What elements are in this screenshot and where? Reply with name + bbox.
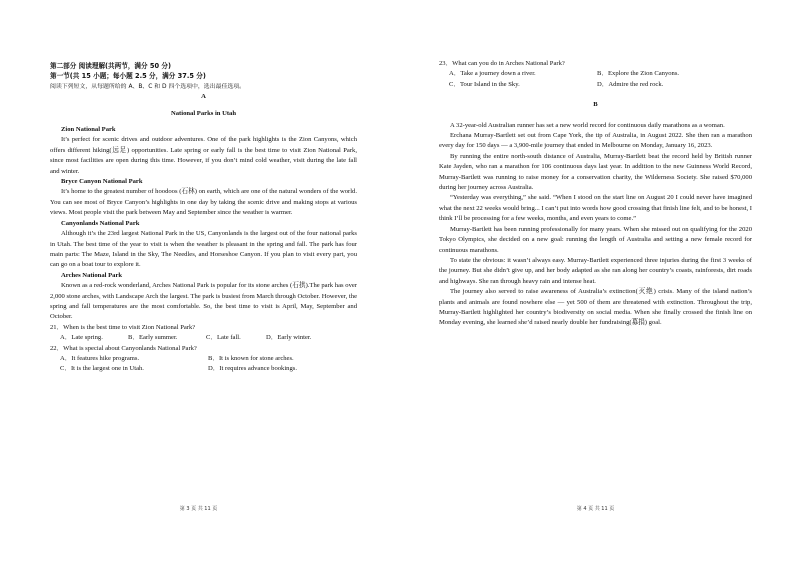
- park-text-canyonlands: Although it’s the 23rd largest National Park in the US, Canyonlands is the largest out of the four national parks in Utah. The best time of the year to visit is when the weather is pleasant in the spring and fall. The park has four main parts: The Maze, Island in the Sky, The Needles, and Horseshoe Canyon. If you plan to visit every part, you can go on a boat tour to explore it.: [50, 230, 357, 269]
- option-22-c[interactable]: C．It is the largest one in Utah.: [60, 365, 144, 373]
- option-21-a[interactable]: A．Late spring.: [60, 334, 103, 342]
- park-heading-canyonlands: Canyonlands National Park: [61, 219, 140, 227]
- passage-b-paragraph-5: Murray-Bartlett has been running professionally for many years. When she missed out on qualifying for the 2020 Tokyo Olympics, she decided on a new goal: running the length of Australia and setting a new female record for continuous marathons.: [439, 225, 752, 254]
- option-23-b[interactable]: B．Explore the Zion Canyons.: [597, 70, 680, 78]
- question-22-options: [60, 354, 357, 375]
- passage-b-paragraph-3: By running the entire north-south distance of Australia, Murray-Bartlett beat the record held by British runner Kate Jayden, who ran a marathon for 106 continuous days last year. In addition to the new Guinness World Record, Murray-Bartlett was running to raise money for a conservation charity, the Wilderness Society. She raised $70,000 during her journey across Australia.: [439, 152, 752, 192]
- passage-letter-a: A: [201, 93, 206, 101]
- part-title: 第二部分 阅读理解(共两节，满分 50 分): [50, 62, 171, 70]
- option-21-b[interactable]: B．Early summer.: [128, 334, 178, 342]
- question-23-options: [449, 69, 752, 90]
- option-23-c[interactable]: C．Tour Island in the Sky.: [449, 80, 520, 88]
- park-heading-arches: Arches National Park: [61, 271, 123, 279]
- passage-b-paragraph-7: The journey also served to raise awareness of Australia’s extinction(灭绝) crisis. Many of the island nation’s plants and animals are found nowhere else — yet 500 of them are threatened with extinction. Throughout the trip, Murray-Bartlett highlighted her country’s biodiversity on social media. When she finally crossed the finish line on Monday evening, she learned she’d raised nearly double her fundraising(募捐) goal.: [439, 288, 752, 327]
- question-23: 23．What can you do in Arches National Park?: [439, 60, 565, 67]
- passage-letter-b: B: [593, 101, 598, 109]
- park-text-zion: It’s perfect for scenic drives and outdoor adventures. One of the park highlights is the Zion Canyons, which offers different hiking(远足) opportunities. Late spring or early fall is the best time to visit Zion National Park, since most facilities are open during this time. However, if you don’t mind cold weather, visit during the late fall and winter.: [50, 136, 357, 175]
- page-footer-right: 第 4 页 共 11 页: [576, 506, 615, 512]
- option-22-a[interactable]: A．It features hike programs.: [60, 354, 140, 362]
- passage-b-paragraph-1: A 32-year-old Australian runner has set a new world record for continuous daily marathons as a woman.: [450, 121, 725, 129]
- passage-b-paragraph-6: To state the obvious: it wasn’t always easy. Murray-Bartlett experienced three injuries during the first 3 weeks of the journey. But she didn’t give up, and her body adapted as she ran along her country’s coasts, rainforests, dirt roads and highways. She ran through heavy rain and intense heat.: [439, 256, 752, 285]
- page-footer-left: 第 3 页 共 11 页: [179, 506, 218, 512]
- park-text-bryce: It’s home to the greatest number of hoodoos (石林) on earth, which are one of the natural wonders of the world. You can see most of Bryce Canyon’s highlights in one day by taking the scenic drive and making stops at various views. Most people visit the park between May and September since the weather is warmer.: [50, 188, 357, 217]
- left-column: [50, 61, 357, 375]
- option-23-d[interactable]: D．Admire the red rock.: [597, 80, 664, 88]
- option-21-c[interactable]: C．Late fall.: [206, 334, 241, 342]
- park-heading-bryce: Bryce Canyon National Park: [61, 178, 143, 186]
- question-21-options: [60, 333, 357, 343]
- park-heading-zion: Zion National Park: [61, 126, 116, 134]
- option-21-d[interactable]: D．Early winter.: [266, 334, 312, 342]
- option-23-a[interactable]: A．Take a journey down a river.: [449, 70, 536, 78]
- instructions: 阅读下列短文，从每题所给的 A、B、C 和 D 四个选项中，选出最佳选项。: [50, 83, 246, 90]
- option-22-b[interactable]: B．It is known for stone arches.: [208, 354, 294, 362]
- question-22: 22．What is special about Canyonlands National Park?: [50, 344, 197, 352]
- question-21: 21．When is the best time to visit Zion National Park?: [50, 323, 196, 331]
- option-22-d[interactable]: D．It requires advance bookings.: [208, 365, 297, 373]
- section-title: 第一节(共 15 小题；每小题 2.5 分，满分 37.5 分): [50, 72, 206, 81]
- passage-b-paragraph-4: “Yesterday was everything,” she said. “When I stood on the start line on August 20 I could never have imagined what the next 22 weeks would bring... I can’t put into words how good crossing that finish line felt, and to be honest, I think I’ll be processing for a few weeks, months, and even years to come.”: [439, 194, 752, 223]
- passage-b-paragraph-2: Erchana Murray-Bartlett set out from Cape York, the tip of Australia, in August 2022. She then ran a marathon every day for 150 days — a 3,900-mile journey that ended in Melbourne on Monday, January 16, 2023.: [439, 132, 752, 150]
- park-text-arches: Known as a red-rock wonderland, Arches National Park is popular for its stone arches (石拱).The park has over 2,000 stone arches, with Landscape Arch the largest. The park is busiest from March through October. However, the spring and fall temperatures are the most comfortable. So, the best time to visit is April, May, September and October.: [50, 282, 357, 321]
- passage-title: National Parks in Utah: [170, 109, 237, 117]
- right-column: [439, 59, 752, 329]
- right-page: [397, 0, 794, 562]
